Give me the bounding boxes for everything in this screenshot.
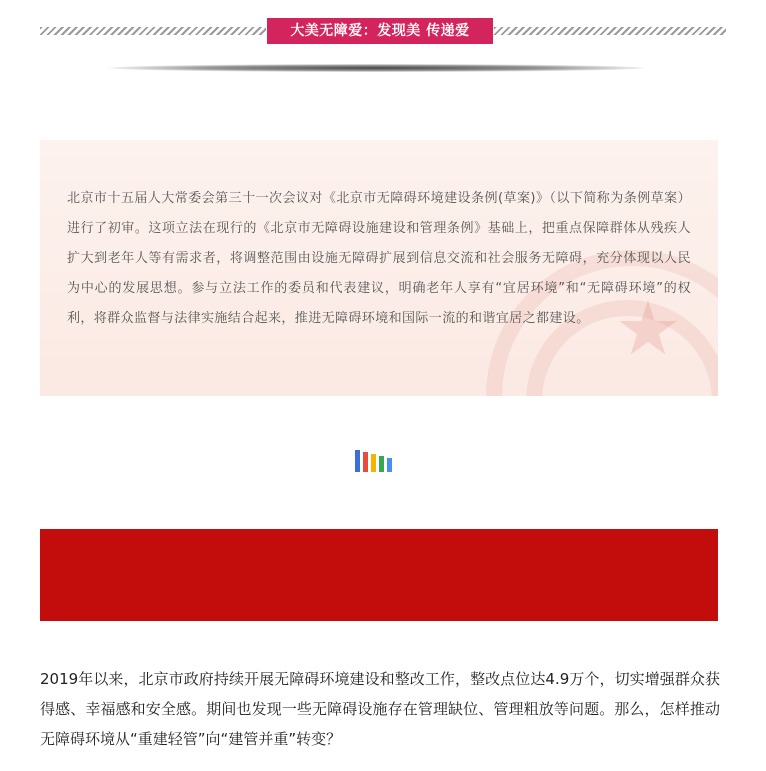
dot-yellow <box>371 454 376 472</box>
intro-box <box>40 140 718 396</box>
dot-green <box>379 456 384 472</box>
section-header <box>40 18 726 44</box>
red-banner-block <box>40 529 718 621</box>
dot-red <box>363 452 368 472</box>
banner-title: 大美无障爱：发现美 传递爱 <box>267 18 493 44</box>
body-paragraph: 2019年以来，北京市政府持续开展无障碍环境建设和整改工作，整改点位达4.9万个，切实增强群众获得感、幸福感和安全感。期间也发现一些无障碍设施存在管理缺位、管理粗放等问题。那么，怎样推动无障碍环境从“重建轻管”向“建管并重”转变？ <box>40 670 720 748</box>
dot-blue <box>355 450 360 472</box>
hatch-decoration-right <box>494 27 726 35</box>
intro-paragraph: 北京市十五届人大常委会第三十一次会议对《北京市无障碍环境建设条例(草案)》（以下简称为条例草案）进行了初审。这项立法在现行的《北京市无障碍设施建设和管理条例》基础上，把重点保障群体从残疾人扩大到老年人等有需求者，将调整范围由设施无障碍扩展到信息交流和社会服务无障碍，充分体现以人民为中心的发展思想。参与立法工作的委员和代表建议，明确老年人享有“宜居环境”和“无障碍环境”的权利，将群众监督与法律实施结合起来，推进无障碍环境和国际一流的和谐宜居之都建设。 <box>67 191 691 326</box>
shadow-divider <box>110 64 644 72</box>
dot-lightblue <box>387 458 392 472</box>
hatch-decoration-left <box>40 27 266 35</box>
